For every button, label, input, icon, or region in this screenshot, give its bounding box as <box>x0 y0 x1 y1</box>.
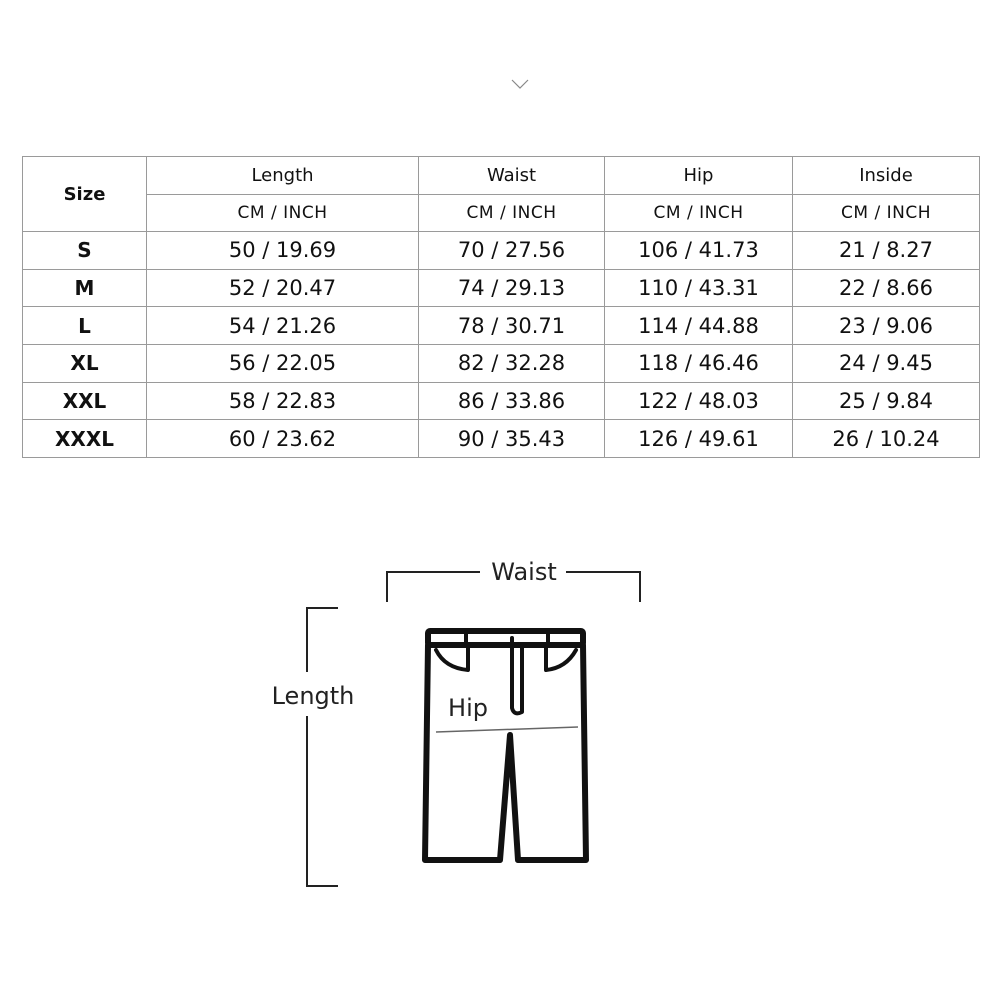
inside-cell: 23 / 9.06 <box>793 307 980 345</box>
hip-line <box>436 727 578 732</box>
length-cell: 52 / 20.47 <box>147 269 419 307</box>
hip-cell: 106 / 41.73 <box>605 232 793 270</box>
size-cell: M <box>23 269 147 307</box>
length-cell: 54 / 21.26 <box>147 307 419 345</box>
column-header-hip: Hip <box>605 157 793 195</box>
length-cell: 50 / 19.69 <box>147 232 419 270</box>
waist-label: Waist <box>491 558 557 586</box>
waist-cell: 78 / 30.71 <box>419 307 605 345</box>
unit-label: CM / INCH <box>793 195 980 232</box>
inside-cell: 22 / 8.66 <box>793 269 980 307</box>
size-cell: L <box>23 307 147 345</box>
inside-cell: 25 / 9.84 <box>793 382 980 420</box>
length-label: Length <box>271 682 355 710</box>
waist-cell: 70 / 27.56 <box>419 232 605 270</box>
waist-cell: 82 / 32.28 <box>419 345 605 383</box>
size-cell: XL <box>23 345 147 383</box>
waist-cell: 74 / 29.13 <box>419 269 605 307</box>
unit-label: CM / INCH <box>147 195 419 232</box>
inside-cell: 24 / 9.45 <box>793 345 980 383</box>
column-header-inside: Inside <box>793 157 980 195</box>
hip-cell: 110 / 43.31 <box>605 269 793 307</box>
inside-cell: 26 / 10.24 <box>793 420 980 458</box>
size-column-header: Size <box>23 157 147 232</box>
waist-cell: 90 / 35.43 <box>419 420 605 458</box>
hip-cell: 118 / 46.46 <box>605 345 793 383</box>
length-bracket <box>307 608 338 886</box>
size-cell: XXXL <box>23 420 147 458</box>
column-header-length: Length <box>147 157 419 195</box>
length-cell: 56 / 22.05 <box>147 345 419 383</box>
waist-cell: 86 / 33.86 <box>419 382 605 420</box>
length-cell: 58 / 22.83 <box>147 382 419 420</box>
hip-cell: 126 / 49.61 <box>605 420 793 458</box>
column-header-waist: Waist <box>419 157 605 195</box>
size-cell: S <box>23 232 147 270</box>
length-cell: 60 / 23.62 <box>147 420 419 458</box>
unit-label: CM / INCH <box>605 195 793 232</box>
hip-label: Hip <box>448 694 488 722</box>
unit-label: CM / INCH <box>419 195 605 232</box>
inside-cell: 21 / 8.27 <box>793 232 980 270</box>
pants-illustration <box>425 631 586 860</box>
size-cell: XXL <box>23 382 147 420</box>
hip-cell: 122 / 48.03 <box>605 382 793 420</box>
hip-cell: 114 / 44.88 <box>605 307 793 345</box>
